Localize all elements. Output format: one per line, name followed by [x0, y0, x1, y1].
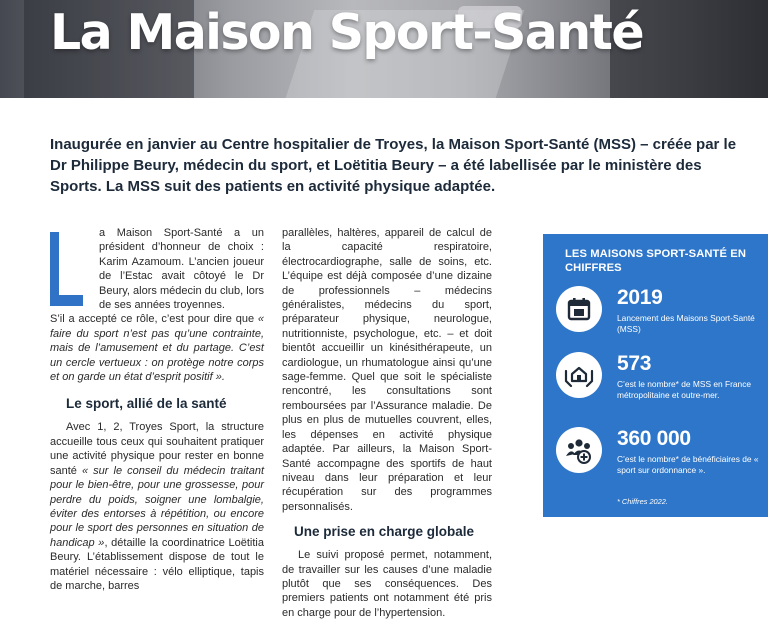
- article-column-1: [50, 226, 264, 593]
- stat-desc: Lancement des Maisons Sport-Santé (MSS): [617, 313, 755, 335]
- subheading-sport-sante: Le sport, allié de la santé: [66, 396, 227, 412]
- stat-desc: C’est le nombre* de MSS en France métropolitaine et outre-mer.: [617, 379, 752, 401]
- hero-banner: [0, 0, 768, 98]
- stat-value: 2019: [617, 286, 663, 309]
- subheading-prise-en-charge: Une prise en charge globale: [294, 524, 475, 540]
- paragraph-structure: [50, 420, 264, 593]
- quote-text: « faire du sport n’est pas qu’une contrainte, mais de l’amusement et du partage. C’est un cercle vertueux : on protège notre corps et on garde un état d’esprit positif ».: [50, 313, 264, 384]
- paragraph-quote: [50, 312, 264, 384]
- paragraph-structure-start: Avec 1, 2, Troyes Sport, la structure accueille tous ceux qui souhaitent pratiquer une activité physique pour rester en bonne santé: [50, 421, 264, 477]
- house-hands-icon: [556, 352, 602, 398]
- page-title: La Maison Sport-Santé: [50, 4, 643, 61]
- stats-footnote: * Chiffres 2022.: [617, 497, 668, 506]
- stat-desc: C’est le nombre* de bénéficiaires de « sport sur ordonnance ».: [617, 454, 759, 476]
- paragraph-suivi: Le suivi proposé permet, notamment, de travailler sur les causes d’une maladie plutôt que ses conséquences. Des premiers patients ont notamment été pris en charge pour de l’hypertension.: [282, 549, 492, 619]
- paragraph-intro: a Maison Sport-Santé a un président d’honneur de choix : Karim Azamoum. L’ancien joueur de l’Estac avait côtoyé le Dr Beury, alors médecin du club, lors de ses années troyennes.: [99, 227, 264, 312]
- paragraph-structure-end: , détaille la coordinatrice Loëtitia Beury. L’établissement dispose de tout le matériel nécessaire : vélo elliptique, tapis de marche, barres: [50, 536, 264, 592]
- quote-text-2: « sur le conseil du médecin traitant pour le bien-être, pour une grossesse, pour perdre du poids, soigner une lombalgie, éviter des entorses à répétition, ou encore pour le sport des personnes en situation de handicap »: [50, 464, 265, 549]
- article-lead: Inaugurée en janvier au Centre hospitalier de Troyes, la Maison Sport-Santé (MSS) – créée par le Dr Philippe Beury, médecin du sport, et Loëtitia Beury – a été labellisée par le ministère des Sports. La MSS suit des patients en activité physique adaptée.: [50, 136, 737, 195]
- article-column-2: [282, 226, 492, 620]
- stats-title: LES MAISONS SPORT-SANTÉ EN CHIFFRES: [565, 248, 746, 274]
- dropcap-l: [50, 232, 83, 306]
- stat-value: 573: [617, 352, 652, 375]
- people-plus-icon: [556, 427, 602, 473]
- paragraph-quote-start: S’il a accepté ce rôle, c’est pour dire que: [50, 313, 258, 326]
- paragraph-equipment: parallèles, haltères, appareil de calcul de la capacité respiratoire, électrocardiographe, salle de soins, etc. L’équipe est déjà composée d’une dizaine de professionnels – médecins généralistes, médecins du sport, préparateur physique, neurologue, nutritionniste, psychologue, etc. – et doit bientôt accueillir un kinésithérapeute, un cardiologue, un rhumatologue ainsi qu’une sage-femme. Quel que soit le spécialiste rencontré, les consultations sont remboursées par l’Assurance maladie. De plus en plus de mutuelles couvrent, elles, les dépenses en activité physique adaptée. Par ailleurs, la Maison Sport-Santé accompagne des sportifs de haut niveau dans leur préparation et leur récupération sur des programmes personnalisés.: [282, 227, 492, 513]
- stat-value: 360 000: [617, 427, 691, 450]
- stats-sidebar: [543, 234, 768, 517]
- calendar-icon: [556, 286, 602, 332]
